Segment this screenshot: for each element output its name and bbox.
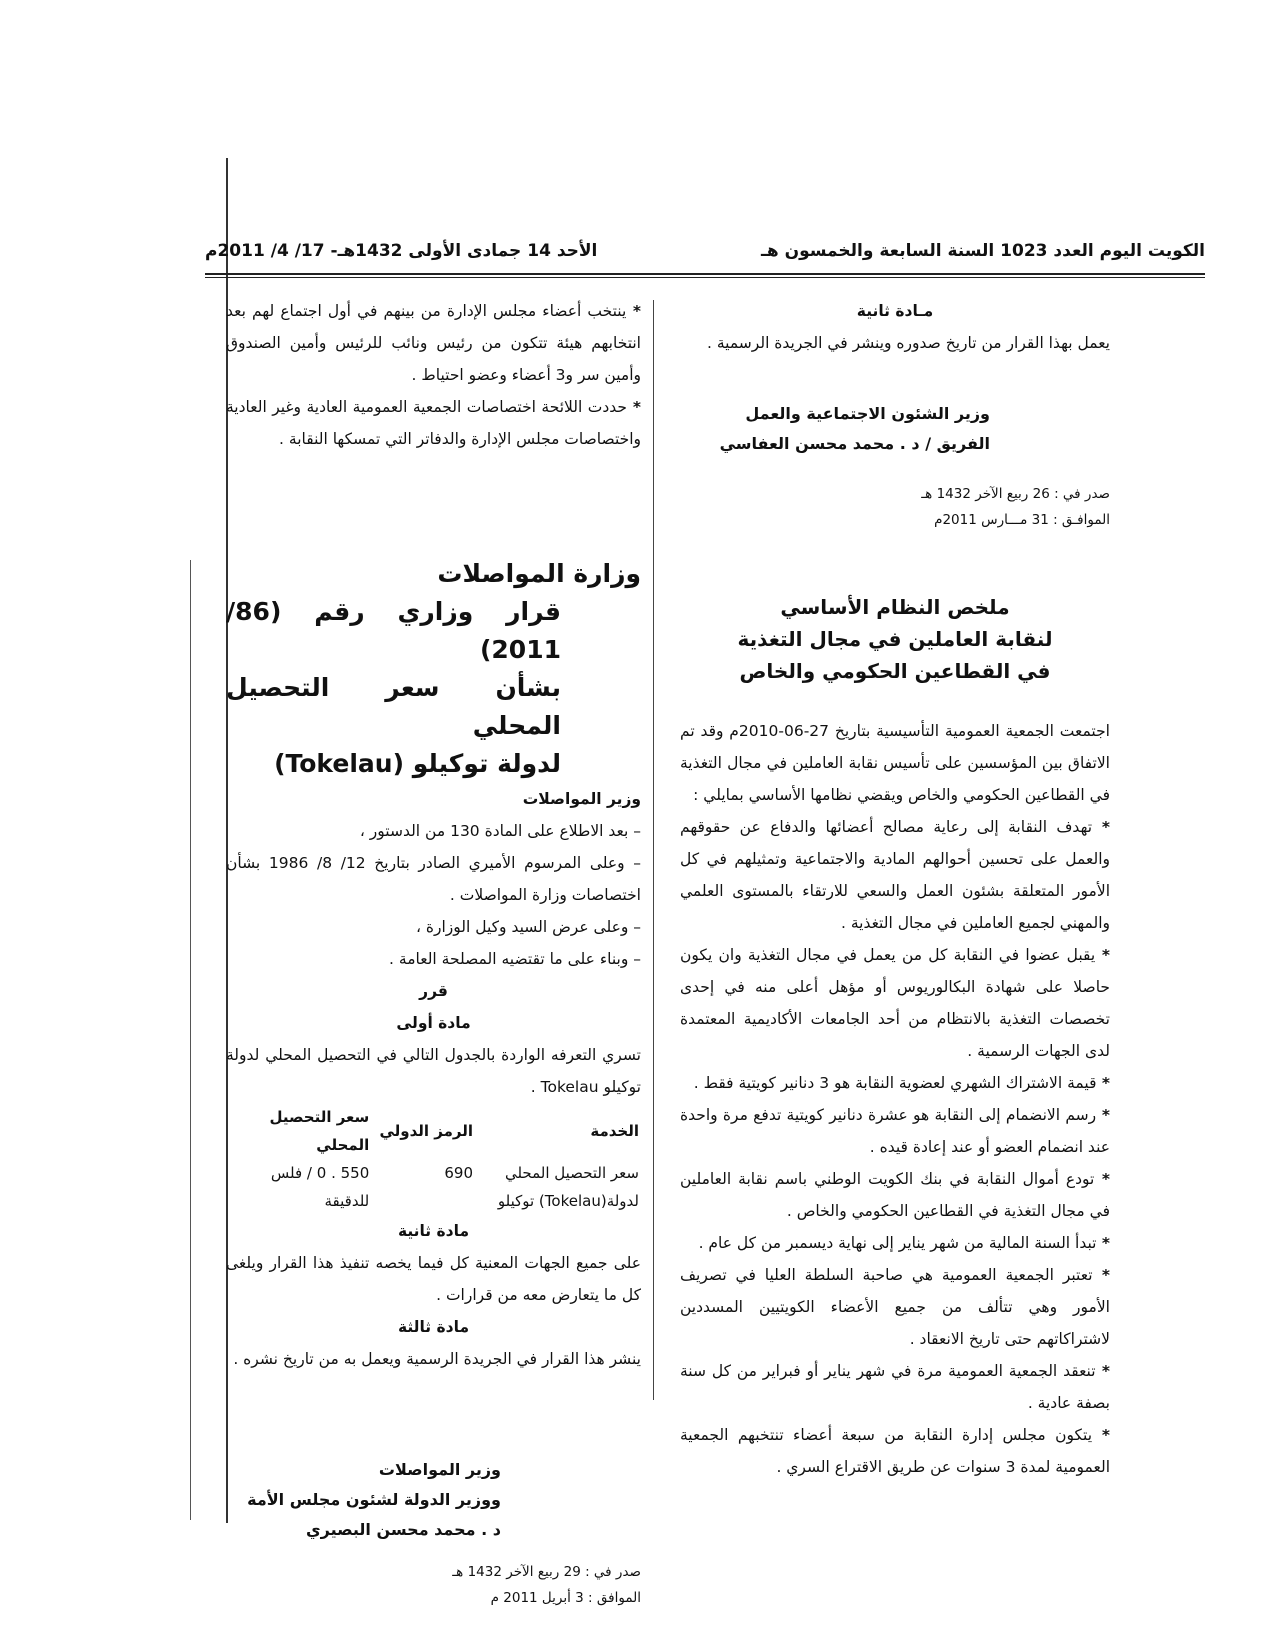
list-item: * تعتبر الجمعية العمومية هي صاحبة السلطة العليا في تصريف الأمور وهي تتألف من جميع الأعضاء الكويتيين المسددين لاشتراكاتهم حتى تاريخ الانعقاد . [680, 1259, 1110, 1355]
table-header-row [226, 1103, 641, 1159]
column-divider [653, 300, 654, 1400]
list-item: * تهدف النقابة إلى رعاية مصالح أعضائها والدفاع عن حقوقهم والعمل على تحسين أحوالهم المادية والاجتماعية وتمثيلهم في كل الأمور المتعلقة بشئون العمل والسعي للارتقاء بالمستوى العلمي والمهني لجميع العاملين في مجال التغذية . [680, 811, 1110, 939]
ministry-heading: وزارة المواصلات [437, 559, 641, 588]
tariff-table [226, 1103, 641, 1215]
issued-date-gregorian: الموافق : 3 أبريل 2011 م [490, 1590, 641, 1606]
issued-date-gregorian: الموافـق : 31 مـــارس 2011م [934, 512, 1110, 528]
signatory-title: ووزير الدولة لشئون مجلس الأمة [247, 1490, 501, 1509]
list-item: * تبدأ السنة المالية من شهر يناير إلى نهاية ديسمبر من كل عام . [680, 1227, 1110, 1259]
page-header [205, 241, 1205, 271]
article-title: مادة ثانية [397, 1222, 470, 1240]
table-row [226, 1159, 641, 1215]
list-item: * تنعقد الجمعية العمومية مرة في شهر يناير أو فبراير من كل سنة بصفة عادية . [680, 1355, 1110, 1419]
minister-heading: وزير المواصلات [522, 790, 641, 808]
article-text: يعمل بهذا القرار من تاريخ صدوره وينشر في الجريدة الرسمية . [707, 334, 1110, 352]
preamble-line: – وبناء على ما تقتضيه المصلحة العامة . [389, 950, 641, 968]
issued-date-hijri: صدر في : 29 ربيع الآخر 1432 هـ [452, 1564, 641, 1580]
list-item: * يتكون مجلس إدارة النقابة من سبعة أعضاء تنتخبهم الجمعية العمومية لمدة 3 سنوات عن طريق الاقتراع السري . [680, 1419, 1110, 1483]
list-item: * يقبل عضوا في النقابة كل من يعمل في مجال التغذية وان يكون حاصلا على شهادة البكالوريوس أو مؤهل أعلى منه في إحدى تخصصات التغذية بالانتظام من أحد الجامعات الأكاديمية المعتمدة لدى الجهات الرسمية . [680, 939, 1110, 1067]
article-text: على جميع الجهات المعنية كل فيما يخصه تنفيذ هذا القرار ويلغى كل ما يتعارض معه من قرارات . [226, 1254, 641, 1304]
decree-subject: بشأن سعر التحصيل المحلي [226, 673, 561, 740]
table-cell: سعر التحصيل المحلي لدولة(Tokelau) توكيلو [497, 1164, 639, 1210]
decree-country: لدولة توكيلو (Tokelau) [274, 749, 561, 778]
summary-title: ملخص النظام الأساسي [780, 595, 1010, 619]
article-text: ينشر هذا القرار في الجريدة الرسمية ويعمل به من تاريخ نشره . [233, 1350, 641, 1368]
preamble-line: – وعلى عرض السيد وكيل الوزارة ، [415, 918, 641, 936]
list-item: * حددت اللائحة اختصاصات الجمعية العمومية العادية وغير العادية واختصاصات مجلس الإدارة والدفاتر التي تمسكها النقابة . [226, 391, 641, 455]
minister-title: وزير الشئون الاجتماعية والعمل [745, 404, 990, 423]
signatory-name: د . محمد محسن البصيري [305, 1520, 501, 1539]
preamble-line: – وعلى المرسوم الأميري الصادر بتاريخ 12/ 8/ 1986 بشأن اختصاصات وزارة المواصلات . [226, 854, 641, 904]
preamble-line: – بعد الاطلاع على المادة 130 من الدستور ، [359, 822, 641, 840]
summary-subtitle: في القطاعين الحكومي والخاص [739, 659, 1051, 683]
table-cell: 550 . 0 / فلس للدقيقة [270, 1164, 370, 1210]
column-header: الخدمة [590, 1122, 639, 1140]
list-item: * رسم الانضمام إلى النقابة هو عشرة دنانير كويتية تدفع مرة واحدة عند انضمام العضو أو عند إعادة قيده . [680, 1099, 1110, 1163]
issued-date-hijri: صدر في : 26 ربيع الآخر 1432 هـ [921, 486, 1110, 502]
header-date: الأحد 14 جمادى الأولى 1432هـ- 17/ 4/ 2011م [205, 241, 598, 261]
summary-subtitle: لنقابة العاملين في مجال التغذية [737, 627, 1053, 651]
header-issue-info: الكويت اليوم العدد 1023 السنة السابعة والخمسون هـ [761, 241, 1205, 261]
minister-name: الفريق / د . محمد محسن العفاسي [719, 434, 990, 453]
table-cell: 690 [444, 1164, 473, 1182]
list-item: * ينتخب أعضاء مجلس الإدارة من بينهم في أول اجتماع لهم بعد انتخابهم هيئة تتكون من رئيس ونائب للرئيس وأمين الصندوق وأمين سر و3 أعضاء وعضو احتياط . [226, 295, 641, 391]
article-title: مـادة ثانية [856, 302, 934, 320]
article-text: تسري التعرفه الواردة بالجدول التالي في التحصيل المحلي لدولة توكيلو Tokelau . [226, 1046, 641, 1096]
signatory-title: وزير المواصلات [378, 1460, 501, 1479]
right-column [680, 295, 1110, 1483]
list-item: * تودع أموال النقابة في بنك الكويت الوطني باسم نقابة العاملين في مجال التغذية في القطاعين الحكومي والخاص . [680, 1163, 1110, 1227]
header-rule-thin [205, 277, 1205, 278]
list-item: * قيمة الاشتراك الشهري لعضوية النقابة هو 3 دنانير كويتية فقط . [680, 1067, 1110, 1099]
article-title: مادة ثالثة [397, 1318, 470, 1336]
decided-heading: قرر [419, 982, 448, 1000]
left-column [226, 295, 641, 1611]
header-rule [205, 273, 1205, 275]
margin-line [190, 560, 191, 1520]
column-header: الرمز الدولي [379, 1122, 473, 1140]
decree-title: قرار وزاري رقم (86/ 2011) [226, 597, 561, 664]
summary-intro: اجتمعت الجمعية العمومية التأسيسية بتاريخ 27-06-2010م وقد تم الاتفاق بين المؤسسين على تأسيس نقابة العاملين في مجال التغذية في القطاعين الحكومي والخاص ويقضي نظامها الأساسي بمايلي : [680, 722, 1110, 804]
article-title: مادة أولى [396, 1014, 471, 1032]
column-header: سعر التحصيل المحلي [269, 1108, 370, 1154]
